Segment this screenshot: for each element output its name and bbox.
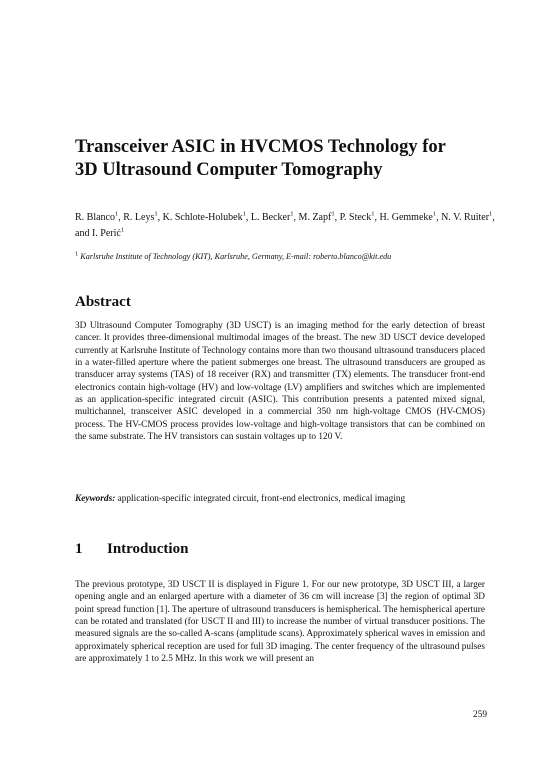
keywords-text: application-specific integrated circuit, front-end electronics, medical imaging [117,494,406,504]
author-separator: , [374,212,380,223]
author-name: L. Becker [250,212,291,223]
author-name: N. V. Ruiter [441,212,490,223]
section-title: Introduction [107,541,189,557]
author-affiliation-mark: 1 [120,226,125,234]
paper-title [75,136,495,182]
author-affiliation-mark: 1 [115,210,119,218]
author-affiliation-mark: 1 [371,210,375,218]
author-list [75,210,495,241]
author-separator: , [245,212,251,223]
author-separator: , [334,212,340,223]
author-separator: , [436,212,442,223]
author-separator: , [157,212,163,223]
author-name: M. Zapf [298,212,332,223]
keywords [75,493,485,505]
author-name: H. Gemmeke [379,212,433,223]
author-name: K. Schlote-Holubek [162,212,243,223]
abstract-heading: Abstract [75,294,131,310]
section-number: 1 [75,541,83,557]
affiliation [75,251,495,263]
author-name: R. Leys [123,212,155,223]
affiliation-mark: 1 [75,250,79,258]
author-name: R. Blanco [75,212,115,223]
author-separator: , and [75,212,495,239]
keywords-label: Keywords: [75,494,116,504]
author-name: I. Perić [91,227,121,239]
page-number: 259 [473,710,487,720]
author-name: P. Steck [339,212,372,223]
author-affiliation-mark: 1 [489,210,493,218]
section-heading-introduction [75,540,188,558]
author-affiliation-mark: 1 [432,210,437,218]
author-affiliation-mark: 1 [290,210,294,218]
affiliation-text: Karlsruhe Institute of Technology (KIT), Karlsruhe, Germany, E-mail: roberto.blanco@kit.edu [80,252,392,261]
introduction-body: The previous prototype, 3D USCT II is displayed in Figure 1. For our new prototype, 3D USCT III, a larger opening angle and an enlarged aperture with a diameter of 36 cm will increase [3] the region of optimal 3D point spread function [1]. The aperture of ultrasound transducers is hemispherical. The hemispherical aperture can be rotated and translated (for USCT II and III) to increase the number of virtual transducer positions. The measured signals are the so-called A-scans (amplitude scans). Approximately spherical waves in emission and approximately spherical reception are used for full 3D imaging. The center frequency of the ultrasound pulses are approximately 1 to 2.5 MHz. In this work we will present an [75,580,485,665]
author-separator: , [118,212,124,223]
author-affiliation-mark: 1 [154,210,158,218]
author-affiliation-mark: 1 [242,210,246,218]
author-affiliation-mark: 1 [331,210,335,218]
author-separator: , [293,212,299,223]
title-line-2: 3D Ultrasound Computer Tomography [75,160,383,180]
abstract-body: 3D Ultrasound Computer Tomography (3D USCT) is an imaging method for the early detection of breast cancer. It provides three-dimensional multimodal images of the breast. The new 3D USCT device developed currently at Karlsruhe Institute of Technology contains more than two thousand ultrasound transducers placed in a water-filled aperture where the patient submerges one breast. The ultrasound transducers are grouped as transducer array systems (TAS) of 18 receiver (RX) and transmitter (TX) elements. The transducer front-end electronics contain high-voltage (HV) and low-voltage (LV) amplifiers and switches which are implemented as an application-specific integrated circuit (ASIC). This contribution presents a patented mixed signal, multichannel, transceiver ASIC developed in a commercial 350 nm high-voltage CMOS (HV-CMOS) process. The HV-CMOS process provides low-voltage and high-voltage transistors that can be combined on the same substrate. The HV transistors can sustain voltages up to 120 V. [75,321,485,443]
title-line-1: Transceiver ASIC in HVCMOS Technology for [75,137,446,157]
